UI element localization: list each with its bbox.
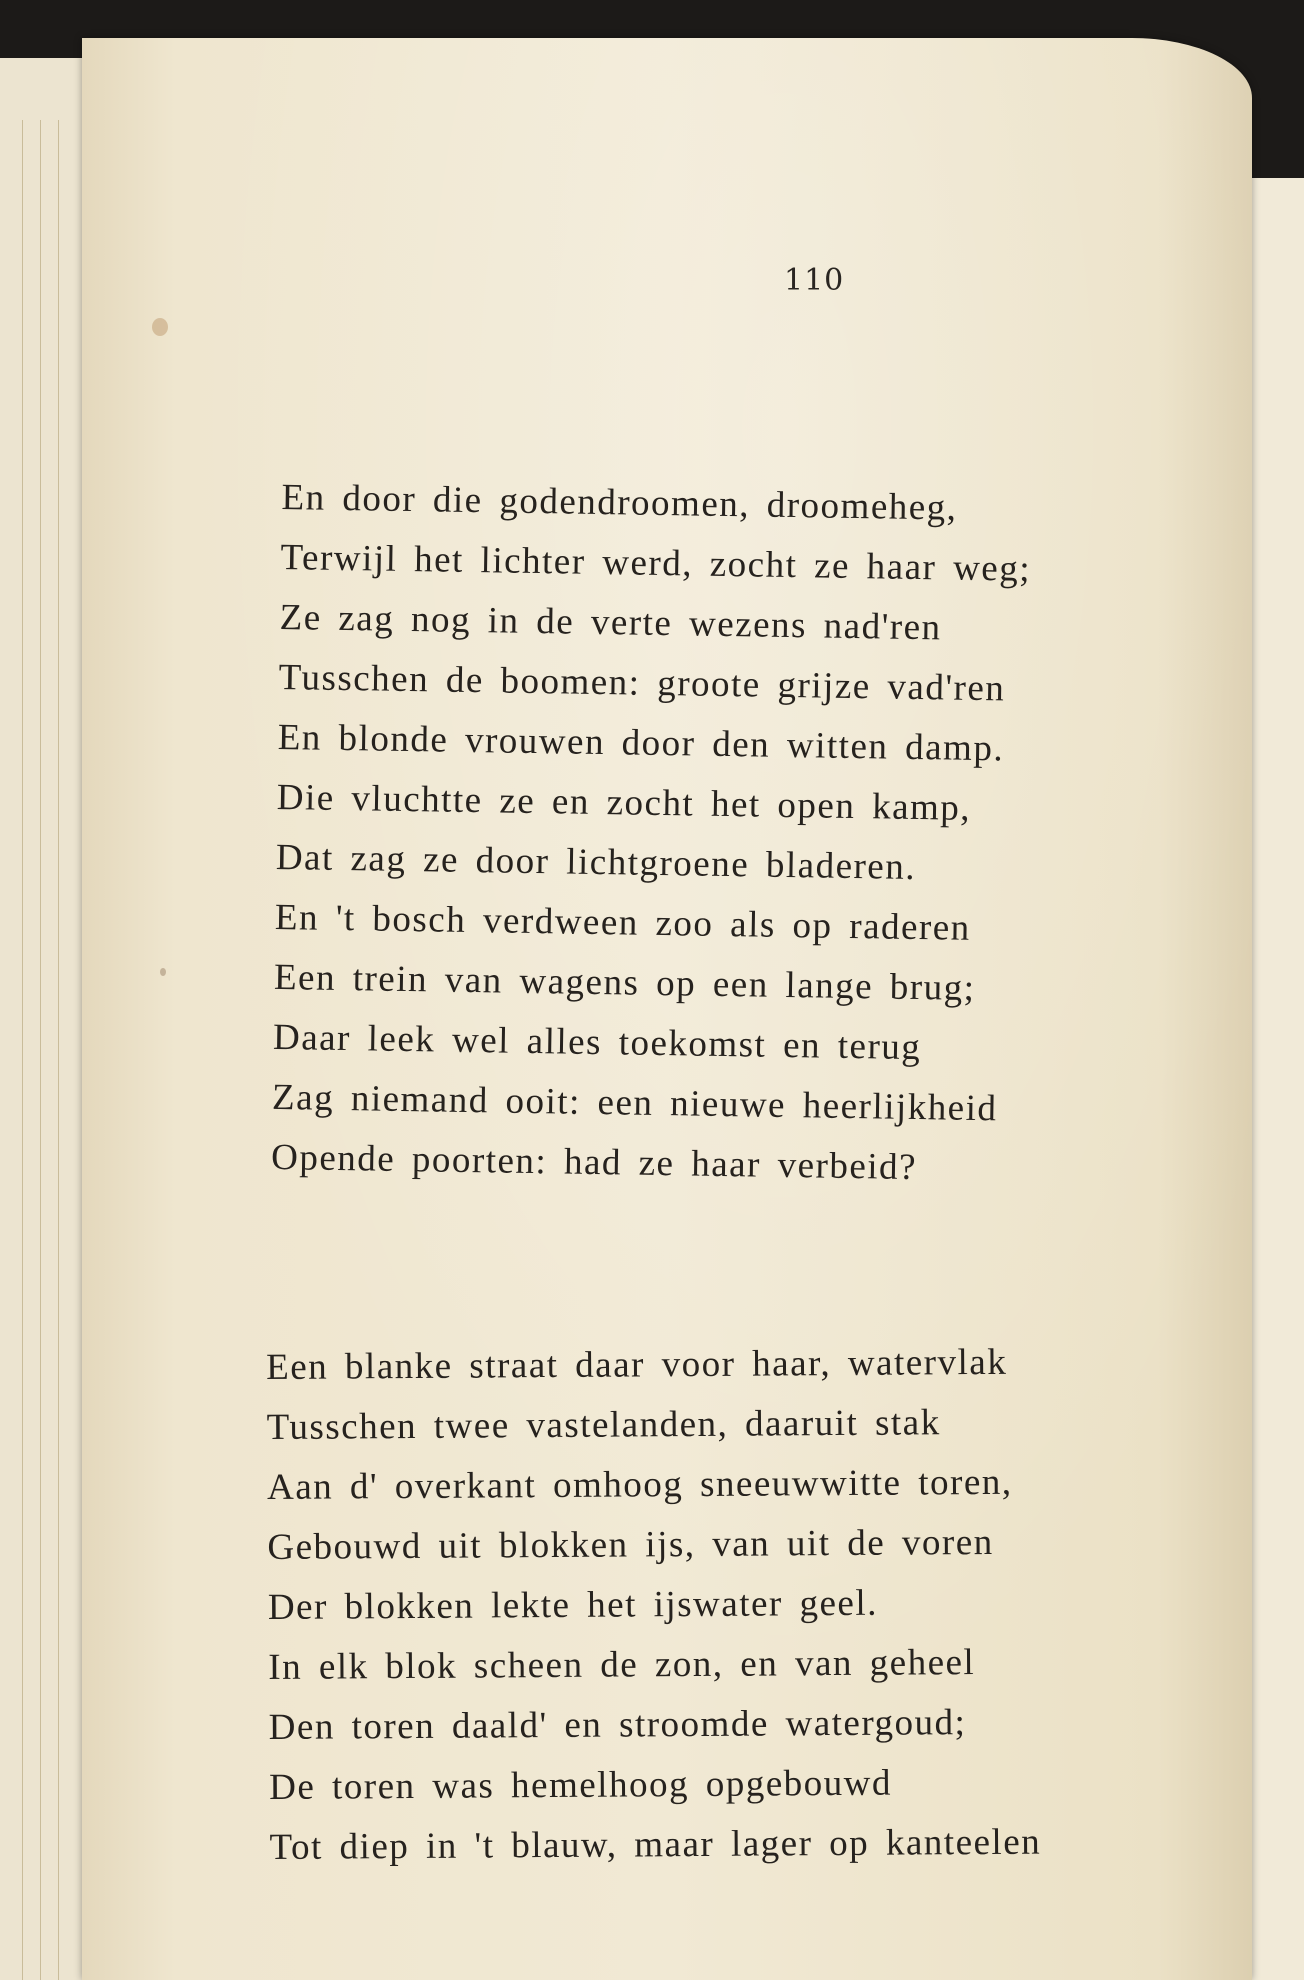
poem-line: Gebouwd uit blokken ijs, van uit de voren	[267, 1521, 994, 1568]
poem-line: Der blokken lekte het ijswater geel.	[267, 1582, 879, 1628]
page-stain	[160, 968, 166, 976]
book-page	[82, 38, 1252, 1980]
poem-line: Den toren daald' en stroomde watergoud;	[268, 1702, 967, 1748]
poem-line: Zag niemand ooit: een nieuwe heerlijkheid	[271, 1076, 998, 1130]
poem-line: Tusschen de boomen: groote grijze vad'ren	[278, 656, 1006, 710]
poem-line: In elk blok scheen de zon, en van geheel	[268, 1642, 976, 1688]
page-stain	[152, 318, 168, 336]
poem-line: Tot diep in 't blauw, maar lager op kanteelen	[269, 1821, 1042, 1868]
page-number: 110	[784, 263, 845, 298]
poem-line: Dat zag ze door lichtgroene bladeren.	[275, 836, 917, 889]
poem-line: Ze zag nog in de verte wezens nad'ren	[279, 596, 942, 649]
poem-line: En blonde vrouwen door den witten damp.	[277, 716, 1005, 770]
poem-line: Een blanke straat daar voor haar, watervlak	[266, 1341, 1008, 1388]
poem-line: Een trein van wagens op een lange brug;	[273, 956, 976, 1009]
poem-line: En door die godendroomen, droomeheg,	[281, 476, 958, 529]
poem-line: En 't bosch verdween zoo als op raderen	[274, 896, 972, 949]
poem-line: Terwijl het lichter werd, zocht ze haar weg;	[280, 536, 1032, 590]
poem-line: Daar leek wel alles toekomst en terug	[272, 1016, 922, 1069]
stanza-1	[271, 468, 1033, 1200]
poem-line: Opende poorten: had ze haar verbeid?	[270, 1136, 918, 1189]
page-edge-line	[22, 120, 23, 1980]
poem-line: Die vluchtte ze en zocht het open kamp,	[276, 776, 972, 829]
poem-line: De toren was hemelhoog opgebouwd	[268, 1762, 893, 1808]
poem-line: Tusschen twee vastelanden, daaruit stak	[266, 1402, 941, 1448]
stanza-2	[266, 1333, 1041, 1878]
poem-line: Aan d' overkant omhoog sneeuwwitte toren,	[266, 1461, 1013, 1508]
page-edge-line	[40, 120, 41, 1980]
page-edge-line	[58, 120, 59, 1980]
